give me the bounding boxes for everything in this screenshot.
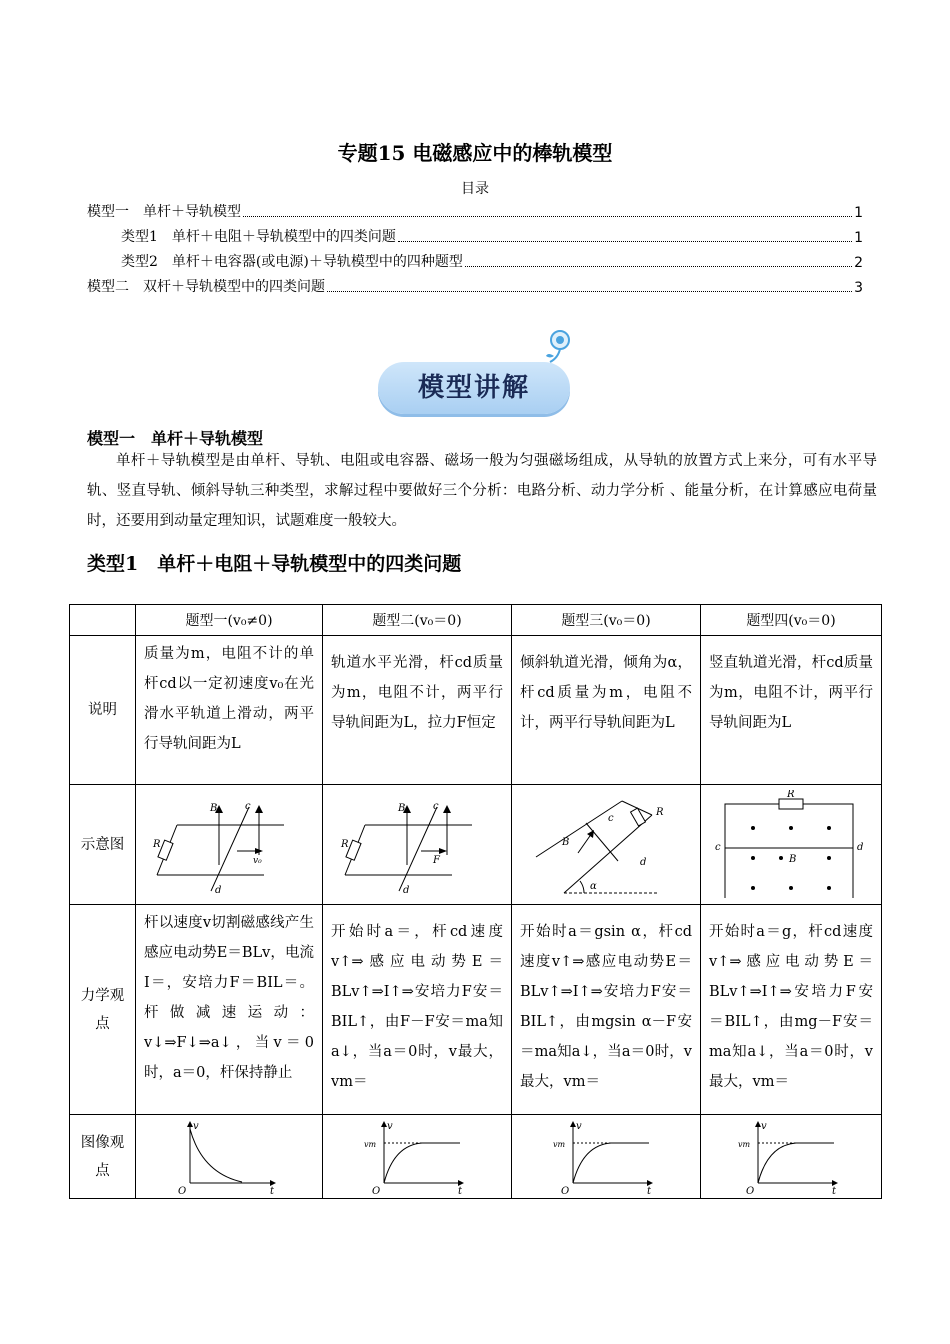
diagram-label: v₀ bbox=[253, 855, 262, 866]
desc-cell: 倾斜轨道光滑，倾角为α，杆cd质量为m，电阻不计，两平行导轨间距为L bbox=[512, 636, 701, 785]
toc-leader bbox=[327, 291, 852, 292]
graph-label: vm bbox=[364, 1139, 377, 1149]
graph-label: O bbox=[746, 1185, 755, 1195]
graph-label: v bbox=[576, 1120, 582, 1132]
toc-entry-page: 1 bbox=[854, 205, 863, 221]
table-header: 题型一(v₀≠0) bbox=[136, 605, 323, 636]
graph-label: t bbox=[458, 1185, 463, 1195]
row-label: 示意图 bbox=[70, 785, 136, 905]
model-heading: 模型一 单杆＋导轨模型 bbox=[87, 429, 264, 448]
graph-label: v bbox=[387, 1120, 393, 1132]
graph-cell bbox=[512, 1115, 701, 1199]
graph-label: O bbox=[178, 1185, 187, 1195]
toc-heading: 目录 bbox=[461, 181, 489, 197]
row-label: 图像观点 bbox=[70, 1115, 136, 1199]
diagram-cell bbox=[323, 785, 512, 905]
section-banner: 模型讲解 bbox=[378, 362, 570, 414]
toc-entry-model2[interactable] bbox=[87, 276, 863, 296]
toc-entry-type1[interactable] bbox=[121, 226, 863, 246]
page-title: 专题15 电磁感应中的棒轨模型 bbox=[337, 141, 613, 165]
diagram-label: d bbox=[403, 884, 410, 895]
graph-saturate bbox=[362, 1119, 472, 1195]
toc-entry-label: 模型二 双杆＋导轨模型中的四类问题 bbox=[87, 279, 325, 295]
toc-entry-page: 2 bbox=[854, 255, 863, 271]
graph-label: v bbox=[193, 1120, 199, 1132]
graph-label: t bbox=[832, 1185, 837, 1195]
graph-cell bbox=[136, 1115, 323, 1199]
graph-saturate bbox=[736, 1119, 846, 1195]
mechanics-cell: 开始时a＝g，杆cd速度v↑⇒感应电动势E＝BLv↑⇒I↑⇒安培力F安＝BIL↑，由mg－F安＝ma知a↓，当a＝0时，v最大，vm＝ bbox=[701, 905, 882, 1115]
diagram-label: α bbox=[590, 880, 597, 892]
diagram-cell bbox=[512, 785, 701, 905]
diagram-cell bbox=[136, 785, 323, 905]
graph-label: t bbox=[270, 1185, 275, 1195]
diagram-label: c bbox=[608, 812, 614, 824]
diagram-label: c bbox=[433, 800, 439, 812]
toc-entry-label: 模型一 单杆＋导轨模型 bbox=[87, 204, 241, 220]
toc-entry-model1[interactable] bbox=[87, 201, 863, 221]
diagram-cell bbox=[701, 785, 882, 905]
graph-cell bbox=[701, 1115, 882, 1199]
diagram-label: B bbox=[789, 853, 797, 865]
graph-cell bbox=[323, 1115, 512, 1199]
graph-label: vm bbox=[553, 1139, 566, 1149]
graph-label: O bbox=[561, 1185, 570, 1195]
diagram-label: F bbox=[433, 854, 440, 866]
diagram-label: B bbox=[210, 802, 218, 814]
diagram-label: c bbox=[715, 841, 721, 853]
diagram-label: d bbox=[215, 884, 222, 895]
diagram-label: d bbox=[640, 856, 647, 868]
diagram-label: B bbox=[398, 802, 406, 814]
diagram-horizontal-v0 bbox=[149, 795, 309, 895]
toc-entry-label: 类型1 单杆＋电阻＋导轨模型中的四类问题 bbox=[121, 229, 396, 245]
intro-paragraph: 单杆＋导轨模型是由单杆、导轨、电阻或电容器、磁场一般为匀强磁场组成，从导轨的放置方式上来分，可有水平导轨、竖直导轨、倾斜导轨三种类型，求解过程中要做好三个分析：电路分析、动力学分析 、能量分析，在计算感应电荷量时，还要用到动量定理知识，试题难度一般较大。 bbox=[87, 453, 877, 529]
diagram-label: R bbox=[787, 789, 795, 800]
graph-label: vm bbox=[738, 1139, 751, 1149]
table-header: 题型四(v₀＝0) bbox=[701, 605, 882, 636]
graph-label: v bbox=[761, 1120, 767, 1132]
toc-leader bbox=[465, 266, 852, 267]
row-label: 说明 bbox=[70, 636, 136, 785]
diagram-label: B bbox=[562, 836, 570, 848]
type-heading: 类型1 单杆＋电阻＋导轨模型中的四类问题 bbox=[87, 553, 462, 575]
toc-entry-page: 3 bbox=[854, 280, 863, 296]
toc-leader bbox=[243, 216, 852, 217]
diagram-vertical bbox=[711, 790, 871, 900]
diagram-inclined bbox=[526, 795, 686, 895]
diagram-label: R bbox=[153, 838, 161, 850]
table-header: 题型三(v₀＝0) bbox=[512, 605, 701, 636]
desc-cell: 竖直轨道光滑，杆cd质量为m，电阻不计，两平行导轨间距为L bbox=[701, 636, 882, 785]
model-table bbox=[69, 604, 882, 1199]
graph-label: t bbox=[647, 1185, 652, 1195]
diagram-label: d bbox=[857, 841, 864, 853]
toc-entry-type2[interactable] bbox=[121, 251, 863, 271]
desc-cell: 轨道水平光滑，杆cd质量为m，电阻不计，两平行导轨间距为L，拉力F恒定 bbox=[323, 636, 512, 785]
graph-decay bbox=[174, 1119, 284, 1195]
graph-label: O bbox=[372, 1185, 381, 1195]
desc-cell: 质量为m，电阻不计的单杆cd以一定初速度v₀在光滑水平轨道上滑动，两平行导轨间距为L bbox=[136, 636, 323, 785]
mechanics-cell: 杆以速度v切割磁感线产生感应电动势E＝BLv，电流I＝，安培力F＝BIL＝。杆做减速运动：v↓⇒F↓⇒a↓，当v＝0时，a＝0，杆保持静止 bbox=[136, 905, 323, 1115]
diagram-label: R bbox=[656, 806, 664, 818]
table-header-corner bbox=[70, 605, 136, 636]
graph-saturate bbox=[551, 1119, 661, 1195]
toc-entry-page: 1 bbox=[854, 230, 863, 246]
table-header: 题型二(v₀＝0) bbox=[323, 605, 512, 636]
diagram-label: c bbox=[245, 800, 251, 812]
diagram-label: R bbox=[341, 838, 349, 850]
mechanics-cell: 开始时a＝，杆cd速度v↑⇒感应电动势E＝BLv↑⇒I↑⇒安培力F安＝BIL↑，由F－F安＝ma知a↓，当a＝0时，v最大，vm＝ bbox=[323, 905, 512, 1115]
mechanics-cell: 开始时a＝gsin α，杆cd速度v↑⇒感应电动势E＝BLv↑⇒I↑⇒安培力F安＝BIL↑，由mgsin α－F安＝ma知a↓，当a＝0时，v最大，vm＝ bbox=[512, 905, 701, 1115]
row-label: 力学观点 bbox=[70, 905, 136, 1115]
plant-icon bbox=[538, 326, 578, 366]
toc-entry-label: 类型2 单杆＋电容器(或电源)＋导轨模型中的四种题型 bbox=[121, 254, 463, 270]
toc-leader bbox=[398, 241, 852, 242]
diagram-horizontal-force bbox=[337, 795, 497, 895]
